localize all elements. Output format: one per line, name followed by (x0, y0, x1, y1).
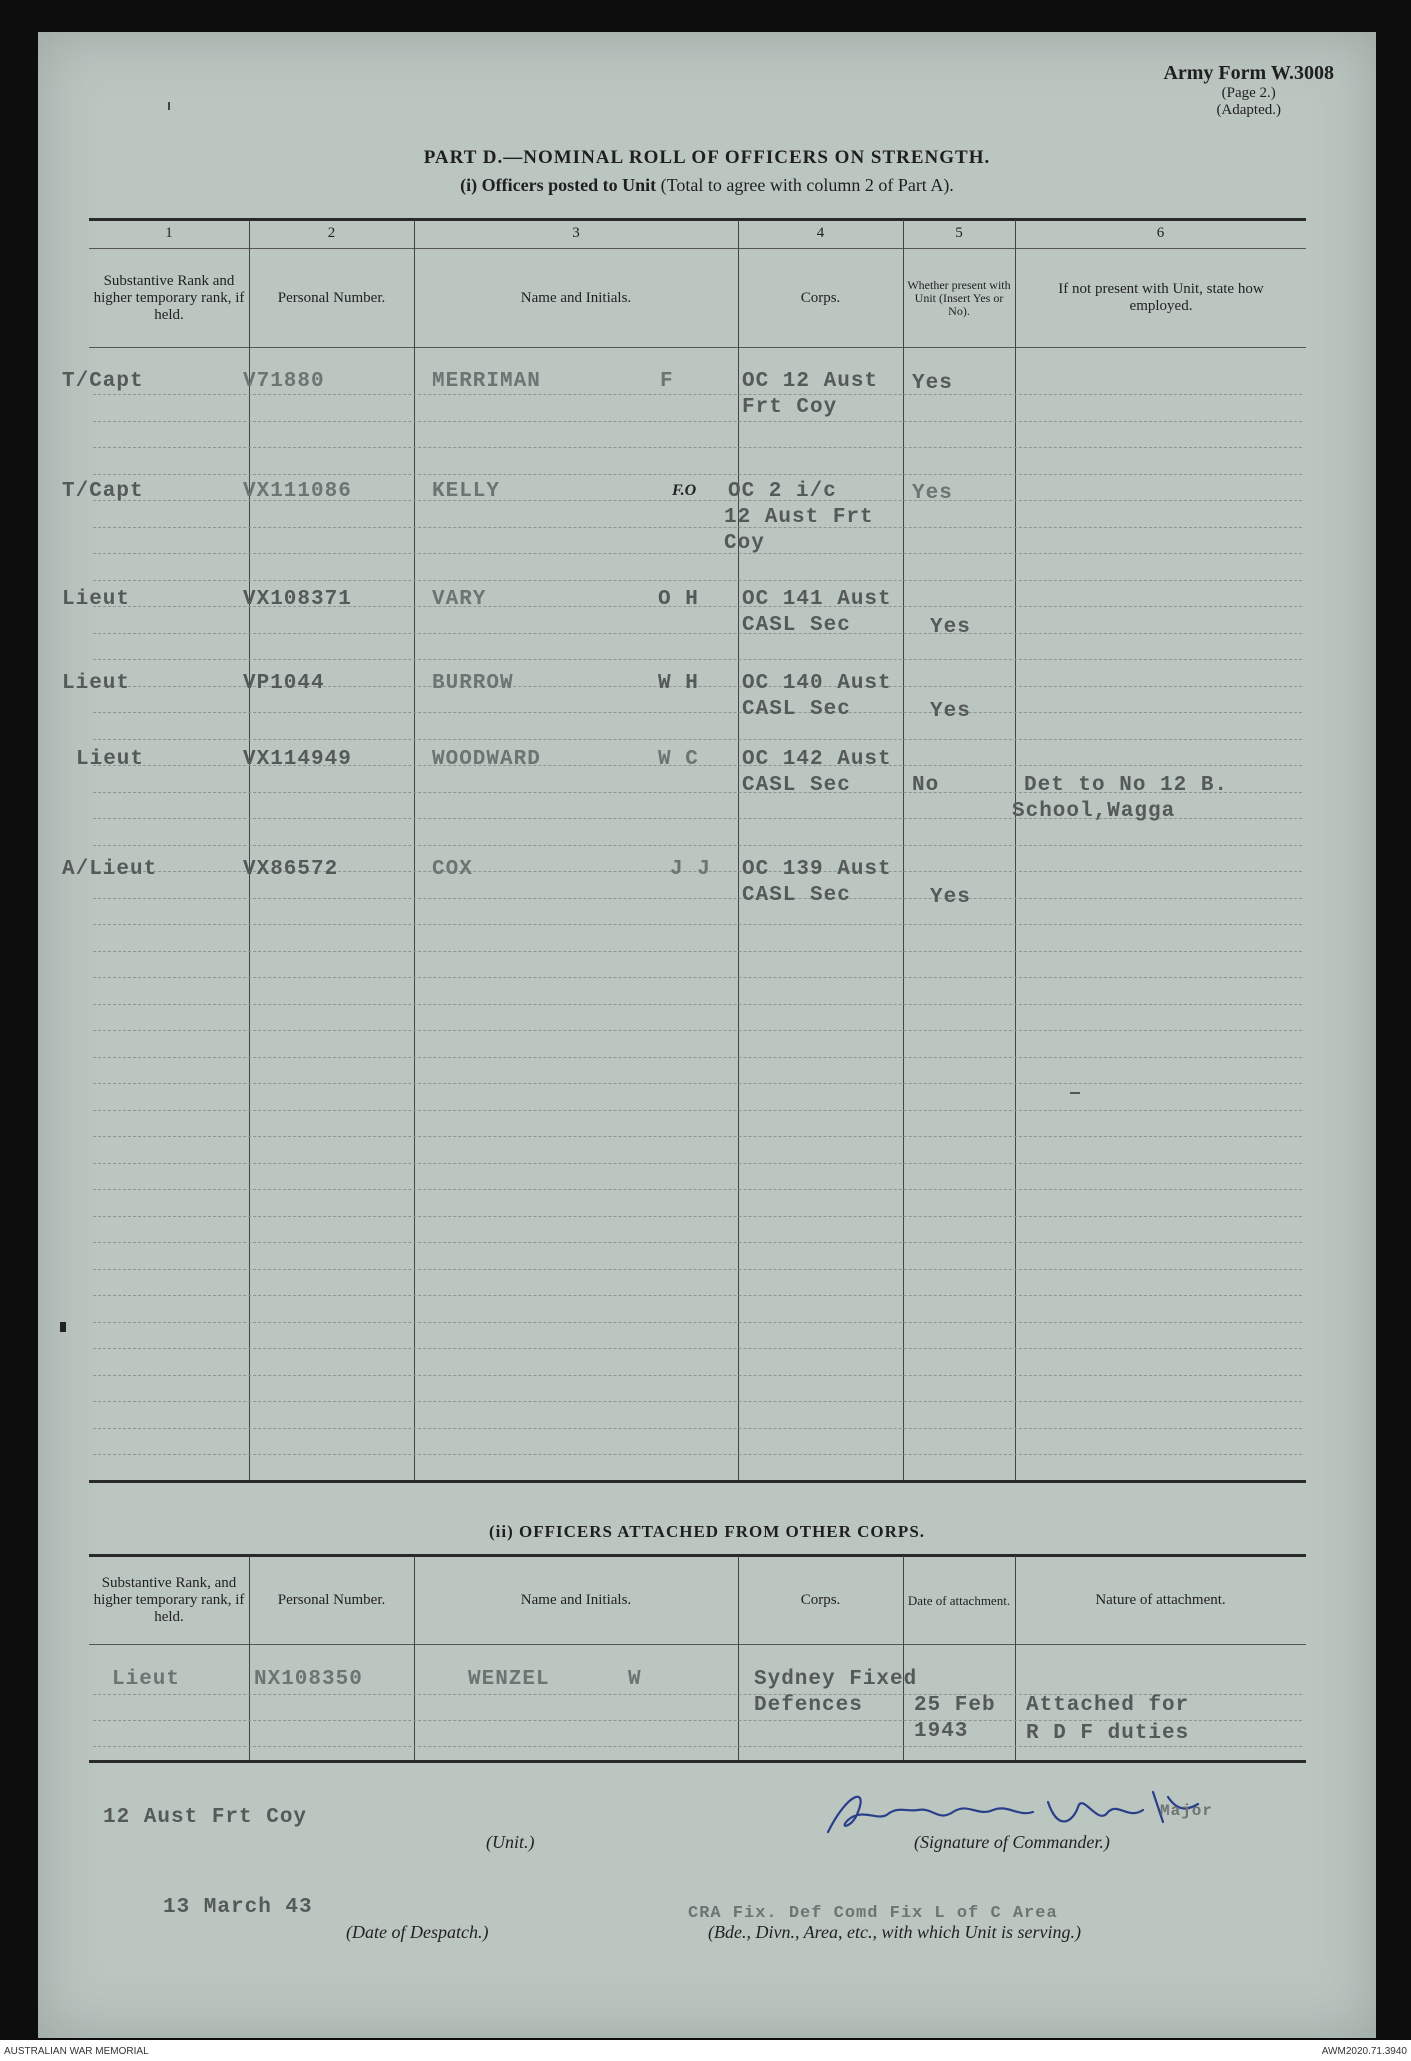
ruled-line (93, 447, 1302, 448)
ink-mark (60, 1322, 66, 1332)
col-header-name: Name and Initials. (520, 289, 632, 306)
row-name: KELLY (432, 480, 501, 503)
row-corps-line2: CASL Sec (742, 614, 851, 637)
row-initials: W (628, 1668, 642, 1691)
part-ii-title: (ii) OFFICERS ATTACHED FROM OTHER CORPS. (488, 1522, 926, 1541)
ruled-line (93, 580, 1302, 581)
row-initials: W C (658, 748, 699, 771)
unit-value: 12 Aust Frt Coy (103, 1806, 308, 1829)
col-header-employed: If not present with Unit, state how employed. (1058, 281, 1264, 314)
part-d-title: PART D.—NOMINAL ROLL OF OFFICERS ON STRENGTH. (423, 147, 991, 168)
archive-name: AUSTRALIAN WAR MEMORIAL (4, 2046, 149, 2057)
ii-col-header-name: Name and Initials. (520, 1591, 632, 1608)
row-present: Yes (930, 700, 971, 723)
row-corps-line2: Frt Coy (742, 396, 838, 419)
col-header-corps: Corps. (800, 289, 841, 306)
row-present: Yes (930, 616, 971, 639)
ruled-line (93, 1004, 1302, 1005)
despatch-value: 13 March 43 (163, 1896, 313, 1919)
part-ii-top-rule (89, 1554, 1306, 1557)
ruled-line (93, 1030, 1302, 1031)
row-initials: F (660, 370, 674, 393)
header-bottom-rule (89, 347, 1306, 348)
ruled-line (93, 1322, 1302, 1323)
row-rank: T/Capt (62, 370, 144, 393)
row-corps-line1: Sydney Fixed (754, 1668, 918, 1691)
row-corps-line1: OC 142 Aust (742, 748, 892, 771)
row-personal-number: NX108350 (254, 1668, 363, 1691)
archive-footer (0, 2040, 1411, 2061)
row-personal-number: VX114949 (243, 748, 352, 771)
row-corps-line1: OC 140 Aust (742, 672, 892, 695)
form-id: Army Form W.3008 (1163, 62, 1334, 84)
row-initials: W H (658, 672, 699, 695)
ruled-line (93, 1110, 1302, 1111)
ruled-line (93, 1454, 1302, 1455)
row-personal-number: VP1044 (243, 672, 325, 695)
ruled-line (93, 1401, 1302, 1402)
archive-reference: AWM2020.71.3940 (1321, 2046, 1407, 2057)
ruled-line (93, 898, 1302, 899)
ruled-line (93, 1242, 1302, 1243)
signature-rank: Major (1160, 1802, 1214, 1820)
colnum-rule (89, 248, 1306, 249)
col-divider-1 (249, 220, 250, 1480)
row-name: WENZEL (468, 1668, 550, 1691)
row-present: No (912, 774, 940, 797)
ruled-line (93, 1057, 1302, 1058)
row-nature-line2: R D F duties (1026, 1722, 1190, 1745)
ruled-line (93, 1348, 1302, 1349)
formation-label: (Bde., Divn., Area, etc., with which Unit is serving.) (708, 1922, 1081, 1942)
ruled-line (93, 739, 1302, 740)
col-divider-3 (738, 220, 739, 1480)
row-personal-number: VX86572 (243, 858, 339, 881)
row-name: MERRIMAN (432, 370, 541, 393)
row-date-line1: 25 Feb (914, 1694, 996, 1717)
part-i-subtitle (38, 175, 1376, 196)
row-employed-line1: Det to No 12 B. (1024, 774, 1229, 797)
ink-mark (168, 102, 170, 110)
ii-col-divider-3 (738, 1556, 739, 1760)
row-corps-line2: CASL Sec (742, 774, 851, 797)
row-corps-line1: OC 2 i/c (728, 480, 837, 503)
row-corps-line2: CASL Sec (742, 698, 851, 721)
ii-col-header-number: Personal Number. (277, 1591, 386, 1608)
row-initials-handwritten: F.O (672, 482, 697, 499)
form-page-number: (Page 2.) (1221, 85, 1276, 101)
row-rank: Lieut (112, 1668, 181, 1691)
ruled-line (93, 1189, 1302, 1190)
despatch-label: (Date of Despatch.) (346, 1922, 489, 1942)
ii-col-divider-2 (414, 1556, 415, 1760)
part-i-subtitle-bold: (i) Officers posted to Unit (460, 175, 657, 195)
signature-label: (Signature of Commander.) (914, 1832, 1110, 1852)
col-header-number: Personal Number. (277, 289, 386, 306)
ruled-line (93, 1720, 1302, 1721)
ruled-line (93, 1295, 1302, 1296)
row-corps-line3: Coy (724, 532, 765, 555)
row-corps-line1: OC 139 Aust (742, 858, 892, 881)
row-rank: Lieut (76, 748, 145, 771)
col-number-1: 1 (165, 225, 173, 241)
row-initials: J J (670, 858, 711, 881)
ruled-line (93, 527, 1302, 528)
row-present: Yes (930, 886, 971, 909)
ruled-line (93, 553, 1302, 554)
ruled-line (93, 1136, 1302, 1137)
ruled-line (93, 659, 1302, 660)
row-name: COX (432, 858, 473, 881)
row-corps-line1: OC 141 Aust (742, 588, 892, 611)
part-i-subtitle-rest: (Total to agree with column 2 of Part A). (656, 175, 954, 195)
row-personal-number: VX111086 (243, 480, 352, 503)
ruled-line (93, 1746, 1302, 1747)
col-header-present: Whether present with Unit (Insert Yes or No). (907, 277, 1011, 318)
row-corps-line2: 12 Aust Frt (724, 506, 874, 529)
ruled-line (93, 1216, 1302, 1217)
ii-col-divider-1 (249, 1556, 250, 1760)
col-header-rank: Substantive Rank and higher temporary rank, if held. (93, 272, 245, 323)
form-identifier (1163, 62, 1334, 119)
ruled-line (93, 1375, 1302, 1376)
ii-col-divider-4 (903, 1556, 904, 1760)
ii-col-header-nature: Nature of attachment. (1095, 1591, 1226, 1608)
row-name: WOODWARD (432, 748, 541, 771)
ruled-line (93, 1269, 1302, 1270)
ruled-line (93, 1083, 1302, 1084)
row-rank: Lieut (62, 672, 131, 695)
row-corps-line1: OC 12 Aust (742, 370, 879, 393)
ruled-line (93, 712, 1302, 713)
row-date-line2: 1943 (914, 1720, 969, 1743)
row-employed-line2: School,Wagga (1012, 800, 1176, 823)
ruled-line (93, 421, 1302, 422)
row-rank: Lieut (62, 588, 131, 611)
ruled-line (93, 924, 1302, 925)
col-number-5: 5 (955, 225, 963, 241)
ii-col-header-corps: Corps. (800, 1591, 841, 1608)
ruled-line (93, 977, 1302, 978)
ii-col-header-rank: Substantive Rank, and higher temporary rank, if held. (93, 1574, 245, 1625)
ruled-line (93, 1163, 1302, 1164)
form-page (38, 32, 1376, 2038)
part-ii-bottom-rule (89, 1760, 1306, 1763)
row-present: Yes (912, 482, 953, 505)
row-personal-number: VX108371 (243, 588, 352, 611)
unit-label: (Unit.) (486, 1832, 535, 1852)
col-divider-5 (1015, 220, 1016, 1480)
formation-value: CRA Fix. Def Comd Fix L of C Area (688, 1904, 1058, 1923)
col-number-6: 6 (1156, 225, 1165, 241)
col-number-2: 2 (327, 225, 336, 241)
ruled-line (93, 1428, 1302, 1429)
row-nature-line1: Attached for (1026, 1694, 1190, 1717)
ruled-line (93, 951, 1302, 952)
ruled-line (93, 474, 1302, 475)
row-personal-number: V71880 (243, 370, 325, 393)
col-divider-4 (903, 220, 904, 1480)
row-name: BURROW (432, 672, 514, 695)
ruled-line (93, 394, 1302, 395)
ii-col-header-date: Date of attachment. (907, 1592, 1011, 1608)
part-ii-header-rule (89, 1644, 1306, 1645)
row-rank: T/Capt (62, 480, 144, 503)
col-divider-2 (414, 220, 415, 1480)
ii-col-divider-5 (1015, 1556, 1016, 1760)
row-present: Yes (912, 372, 953, 395)
table-bottom-rule (89, 1480, 1306, 1483)
col-number-4: 4 (816, 225, 825, 241)
row-name: VARY (432, 588, 487, 611)
row-corps-line2: CASL Sec (742, 884, 851, 907)
form-adapted: (Adapted.) (1216, 102, 1281, 118)
ruled-line (93, 633, 1302, 634)
col-number-3: 3 (572, 225, 580, 241)
ruled-line (93, 845, 1302, 846)
row-corps-line2: Defences (754, 1694, 863, 1717)
row-rank: A/Lieut (62, 858, 158, 881)
ink-mark (1070, 1092, 1080, 1094)
table-top-rule (89, 218, 1306, 221)
row-initials: O H (658, 588, 699, 611)
